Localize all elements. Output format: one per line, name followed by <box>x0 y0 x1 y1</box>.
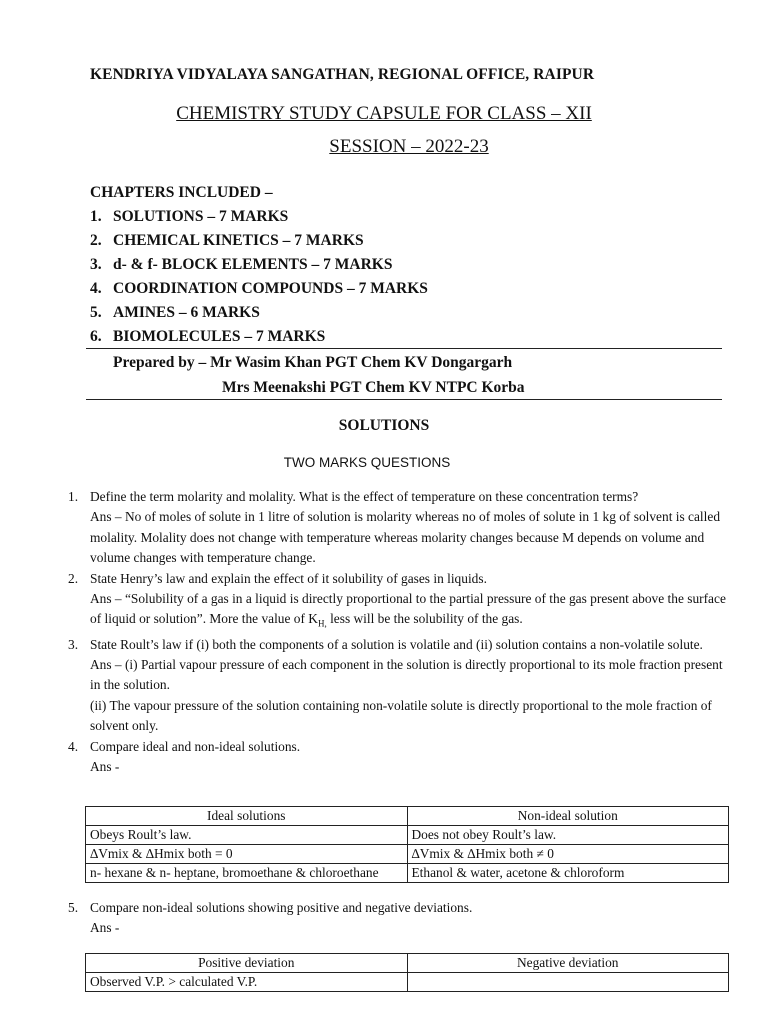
table-cell: Ethanol & water, acetone & chloroform <box>407 864 729 883</box>
session-heading <box>0 136 768 158</box>
table-header-row <box>86 807 729 826</box>
prepared-by-line-1: Prepared by – Mr Wasim Khan PGT Chem KV Dongargarh <box>113 354 513 371</box>
question-list-continued <box>68 898 728 939</box>
table-cell: Obeys Roult’s law. <box>86 826 408 845</box>
question-number: 4. <box>68 738 79 754</box>
document-title <box>0 103 768 125</box>
question-item <box>68 487 728 569</box>
chapter-item <box>90 304 428 328</box>
chapter-label: BIOMOLECULES – 7 MARKS <box>113 328 326 345</box>
table-row <box>86 845 729 864</box>
table-cell: n- hexane & n- heptane, bromoethane & chloroethane <box>86 864 408 883</box>
table-row <box>86 973 729 992</box>
table-cell: ∆Vmix & ∆Hmix both ≠ 0 <box>407 845 729 864</box>
ideal-vs-nonideal-table <box>85 806 729 883</box>
question-number: 2. <box>68 570 79 586</box>
chapter-number: 6. <box>90 328 102 345</box>
henry-constant-subscript: H, <box>317 619 327 630</box>
table-cell: Observed V.P. > calculated V.P. <box>86 973 408 992</box>
question-text: Compare ideal and non-ideal solutions. <box>90 738 301 754</box>
answer-text: Ans – (i) Partial vapour pressure of each component in the solution is directly proportional to its mole fraction present in the solution. <box>90 656 723 693</box>
table-header-cell: Positive deviation <box>86 954 408 973</box>
table-cell <box>407 973 729 992</box>
table-cell: Does not obey Roult’s law. <box>407 826 729 845</box>
question-list <box>68 487 728 777</box>
chapters-list <box>90 208 428 352</box>
table-header-row <box>86 954 729 973</box>
answer-text: (ii) The vapour pressure of the solution containing non-volatile solute is directly proportional to the mole fraction of solvent only. <box>90 697 712 734</box>
table-cell: ∆Vmix & ∆Hmix both = 0 <box>86 845 408 864</box>
table-header-cell: Ideal solutions <box>86 807 408 826</box>
chapter-label: SOLUTIONS – 7 MARKS <box>113 208 289 225</box>
question-text: State Henry’s law and explain the effect of it solubility of gases in liquids. <box>90 570 487 586</box>
table-header-cell: Negative deviation <box>407 954 729 973</box>
deviation-table <box>85 953 729 992</box>
answer-text <box>90 589 728 634</box>
chapter-number: 5. <box>90 304 102 321</box>
divider-top <box>86 348 722 349</box>
question-item <box>68 898 728 939</box>
question-text: State Roult’s law if (i) both the components of a solution is volatile and (ii) solution contains a non-volatile solute. <box>90 636 703 652</box>
answer-text: Ans - <box>90 758 120 774</box>
office-heading: KENDRIYA VIDYALAYA SANGATHAN, REGIONAL OFFICE, RAIPUR <box>90 66 595 83</box>
chapter-number: 3. <box>90 256 102 273</box>
chapter-item <box>90 208 428 232</box>
question-number: 1. <box>68 489 79 504</box>
answer-text-tail: less will be the solubility of the gas. <box>326 611 523 627</box>
question-number: 5. <box>68 900 79 915</box>
question-item <box>68 737 728 778</box>
chapter-item <box>90 232 428 256</box>
answer-text-main: Ans – “Solubility of a gas in a liquid is directly proportional to the partial pressure of the gas present above the surface of liquid or solution”. More the value of K <box>90 591 726 627</box>
chapter-label: COORDINATION COMPOUNDS – 7 MARKS <box>113 280 428 297</box>
answer-text: Ans – No of moles of solute in 1 litre of solution is molarity whereas no of moles of solute in 1 kg of solvent is called molality. Molality does not change with temperature whereas molarity changes because M depends on volume and volume changes with temperature change. <box>90 509 721 566</box>
chapter-number: 1. <box>90 208 102 225</box>
document-title-text: CHEMISTRY STUDY CAPSULE FOR CLASS – XII <box>176 103 592 124</box>
section-title: SOLUTIONS <box>338 417 430 434</box>
table-header-cell: Non-ideal solution <box>407 807 729 826</box>
chapter-item <box>90 280 428 304</box>
chapter-item <box>90 256 428 280</box>
chapter-label: AMINES – 6 MARKS <box>113 304 260 321</box>
question-text: Define the term molarity and molality. What is the effect of temperature on these concentration terms? <box>90 489 639 504</box>
chapter-number: 4. <box>90 280 102 297</box>
question-number: 3. <box>68 636 79 652</box>
question-item <box>68 635 728 737</box>
prepared-by-line-2: Mrs Meenakshi PGT Chem KV NTPC Korba <box>222 379 525 396</box>
question-text: Compare non-ideal solutions showing positive and negative deviations. <box>90 900 473 915</box>
table-row <box>86 826 729 845</box>
session-text: SESSION – 2022-23 <box>329 136 489 157</box>
table-row <box>86 864 729 883</box>
chapter-number: 2. <box>90 232 102 249</box>
answer-text: Ans - <box>90 920 120 936</box>
chapter-label: d- & f- BLOCK ELEMENTS – 7 MARKS <box>113 256 393 273</box>
chapter-label: CHEMICAL KINETICS – 7 MARKS <box>113 232 364 249</box>
question-item <box>68 569 728 635</box>
chapters-heading: CHAPTERS INCLUDED – <box>90 184 273 201</box>
divider-bottom <box>86 399 722 400</box>
section-subtitle: TWO MARKS QUESTIONS <box>283 455 451 470</box>
